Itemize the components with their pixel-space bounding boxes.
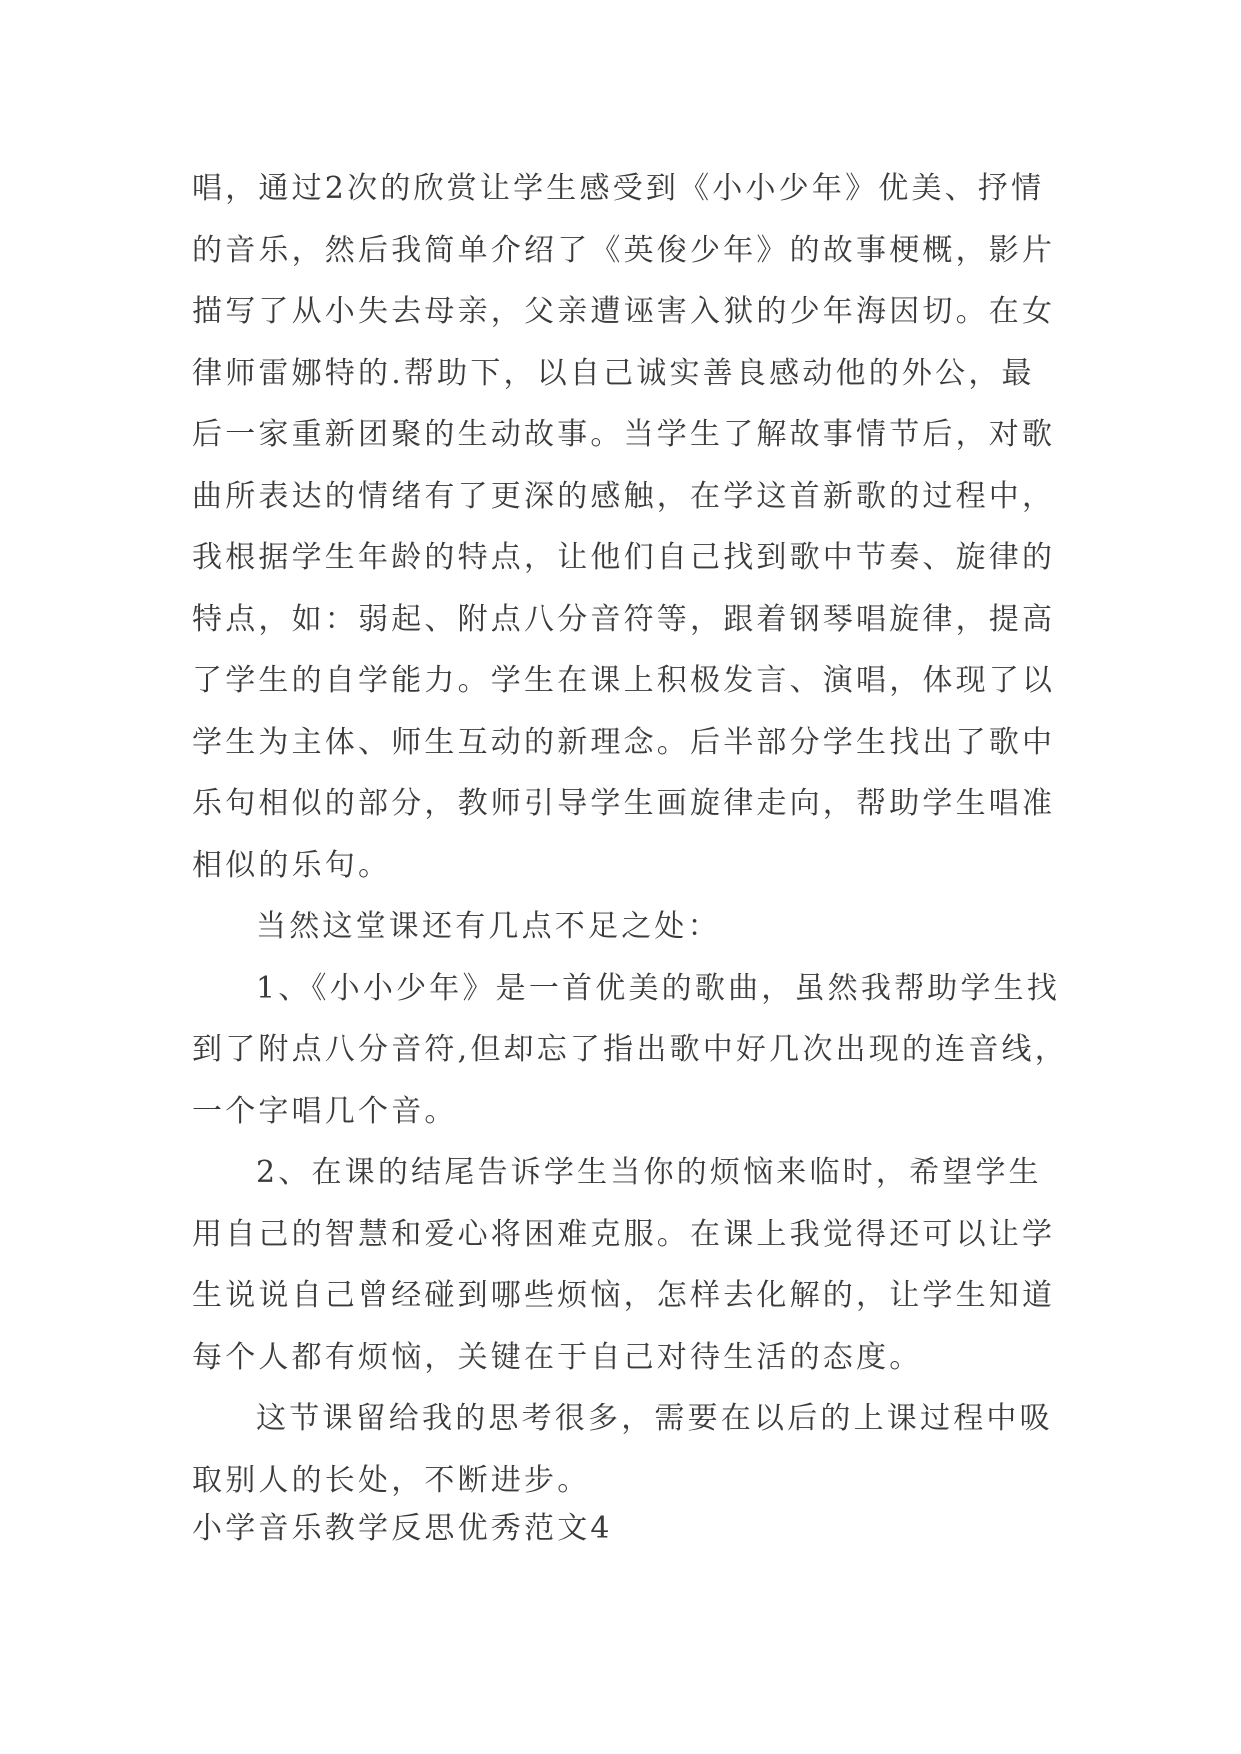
text-line: 取别人的长处，不断进步。 [192, 1462, 591, 1498]
text-line: 唱，通过2次的欣赏让学生感受到《小小少年》优美、抒情 [192, 171, 1045, 206]
text-line: 后一家重新团聚的生动故事。当学生了解故事情节后，对歌 [192, 417, 1056, 452]
text-line: 用自己的智慧和爱心将困难克服。在课上我觉得还可以让学 [192, 1216, 1056, 1252]
text-line: 相似的乐句。 [192, 847, 392, 883]
paragraph-start-line: 这节课留给我的思考很多，需要在以后的上课过程中吸 [256, 1401, 1053, 1436]
document-body [192, 158, 1068, 1511]
text-line: 曲所表达的情绪有了更深的感触，在学这首新歌的过程中， [192, 478, 1056, 514]
section-heading: 小学音乐教学反思优秀范文4 [192, 1511, 613, 1546]
text-line: 生说说自己曾经碰到哪些烦恼，怎样去化解的，让学生知道 [192, 1278, 1056, 1313]
text-line: 每个人都有烦恼，关键在于自己对待生活的态度。 [192, 1339, 923, 1375]
text-line: 乐句相似的部分，教师引导学生画旋律走向，帮助学生唱准 [192, 786, 1056, 821]
text-line: 律师雷娜特的.帮助下，以自己诚实善良感动他的外公，最 [192, 355, 1035, 391]
text-line: 到了附点八分音符,但却忘了指出歌中好几次出现的连音线， [192, 1032, 1068, 1067]
text-line: 我根据学生年龄的特点，让他们自己找到歌中节奏、旋律的 [192, 540, 1056, 575]
text-line: 学生为主体、师生互动的新理念。后半部分学生找出了歌中 [192, 724, 1056, 760]
text-line: 一个字唱几个音。 [192, 1093, 458, 1129]
text-line: 的音乐，然后我简单介绍了《英俊少年》的故事梗概，影片 [192, 232, 1056, 268]
text-line: 特点，如：弱起、附点八分音符等，跟着钢琴唱旋律，提高 [192, 601, 1056, 637]
text-line: 了学生的自学能力。学生在课上积极发言、演唱，体现了以 [192, 663, 1056, 698]
paragraph-start-line: 1、《小小少年》是一首优美的歌曲，虽然我帮助学生找 [256, 970, 1061, 1006]
paragraph-start-line: 2、在课的结尾告诉学生当你的烦恼来临时，希望学生 [256, 1155, 1042, 1190]
text-line: 描写了从小失去母亲，父亲遭诬害入狱的少年海因切。在女 [192, 294, 1056, 329]
paragraph-start-line: 当然这堂课还有几点不足之处： [256, 909, 721, 944]
